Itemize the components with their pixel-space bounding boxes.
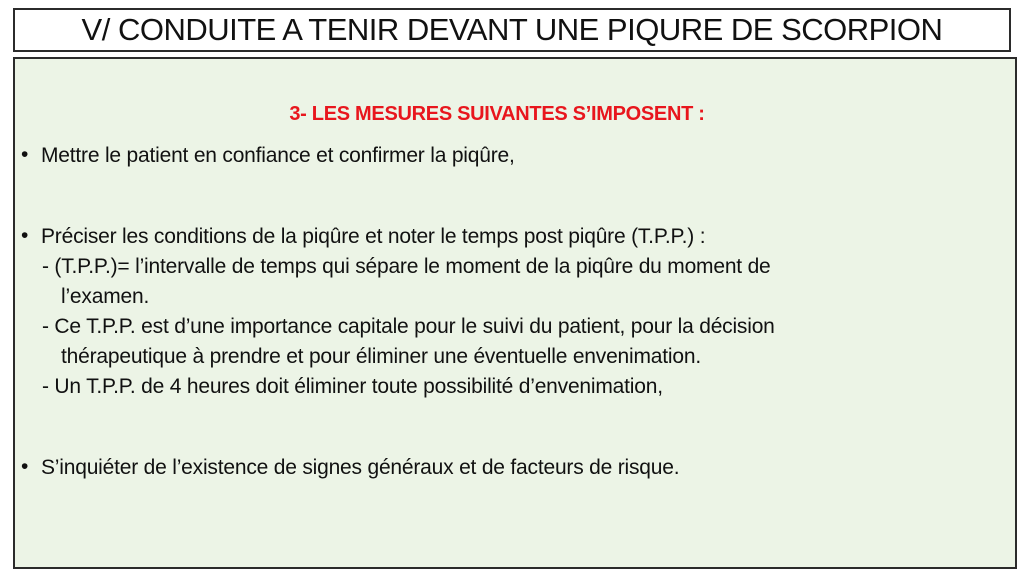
slide-content-box bbox=[13, 57, 1017, 569]
bullet-icon: • bbox=[21, 224, 29, 247]
subheading-text: 3- LES MESURES SUIVANTES S’IMPOSENT : bbox=[289, 103, 705, 125]
bullet-2-text: Préciser les conditions de la piqûre et noter le temps post piqûre (T.P.P.) : bbox=[41, 225, 706, 248]
bullet-2-subline-2: l’examen. bbox=[61, 285, 150, 308]
section-subheading bbox=[15, 103, 1015, 126]
bullet-2-subline-3: - Ce T.P.P. est d’une importance capitale pour le suivi du patient, pour la décision bbox=[42, 315, 775, 338]
bullet-3-text: S’inquiéter de l’existence de signes généraux et de facteurs de risque. bbox=[41, 456, 680, 479]
bullet-2-subline-1: - (T.P.P.)= l’intervalle de temps qui sépare le moment de la piqûre du moment de bbox=[42, 255, 771, 278]
bullet-2-subline-5: - Un T.P.P. de 4 heures doit éliminer toute possibilité d’envenimation, bbox=[42, 375, 663, 398]
slide-title: V/ CONDUITE A TENIR DEVANT UNE PIQURE DE SCORPION bbox=[81, 12, 943, 47]
slide-title-box bbox=[13, 8, 1011, 52]
bullet-2-subline-4: thérapeutique à prendre et pour éliminer une éventuelle envenimation. bbox=[61, 345, 701, 368]
bullet-1-text: Mettre le patient en confiance et confirmer la piqûre, bbox=[41, 144, 515, 167]
bullet-icon: • bbox=[21, 455, 29, 478]
bullet-icon: • bbox=[21, 143, 29, 166]
